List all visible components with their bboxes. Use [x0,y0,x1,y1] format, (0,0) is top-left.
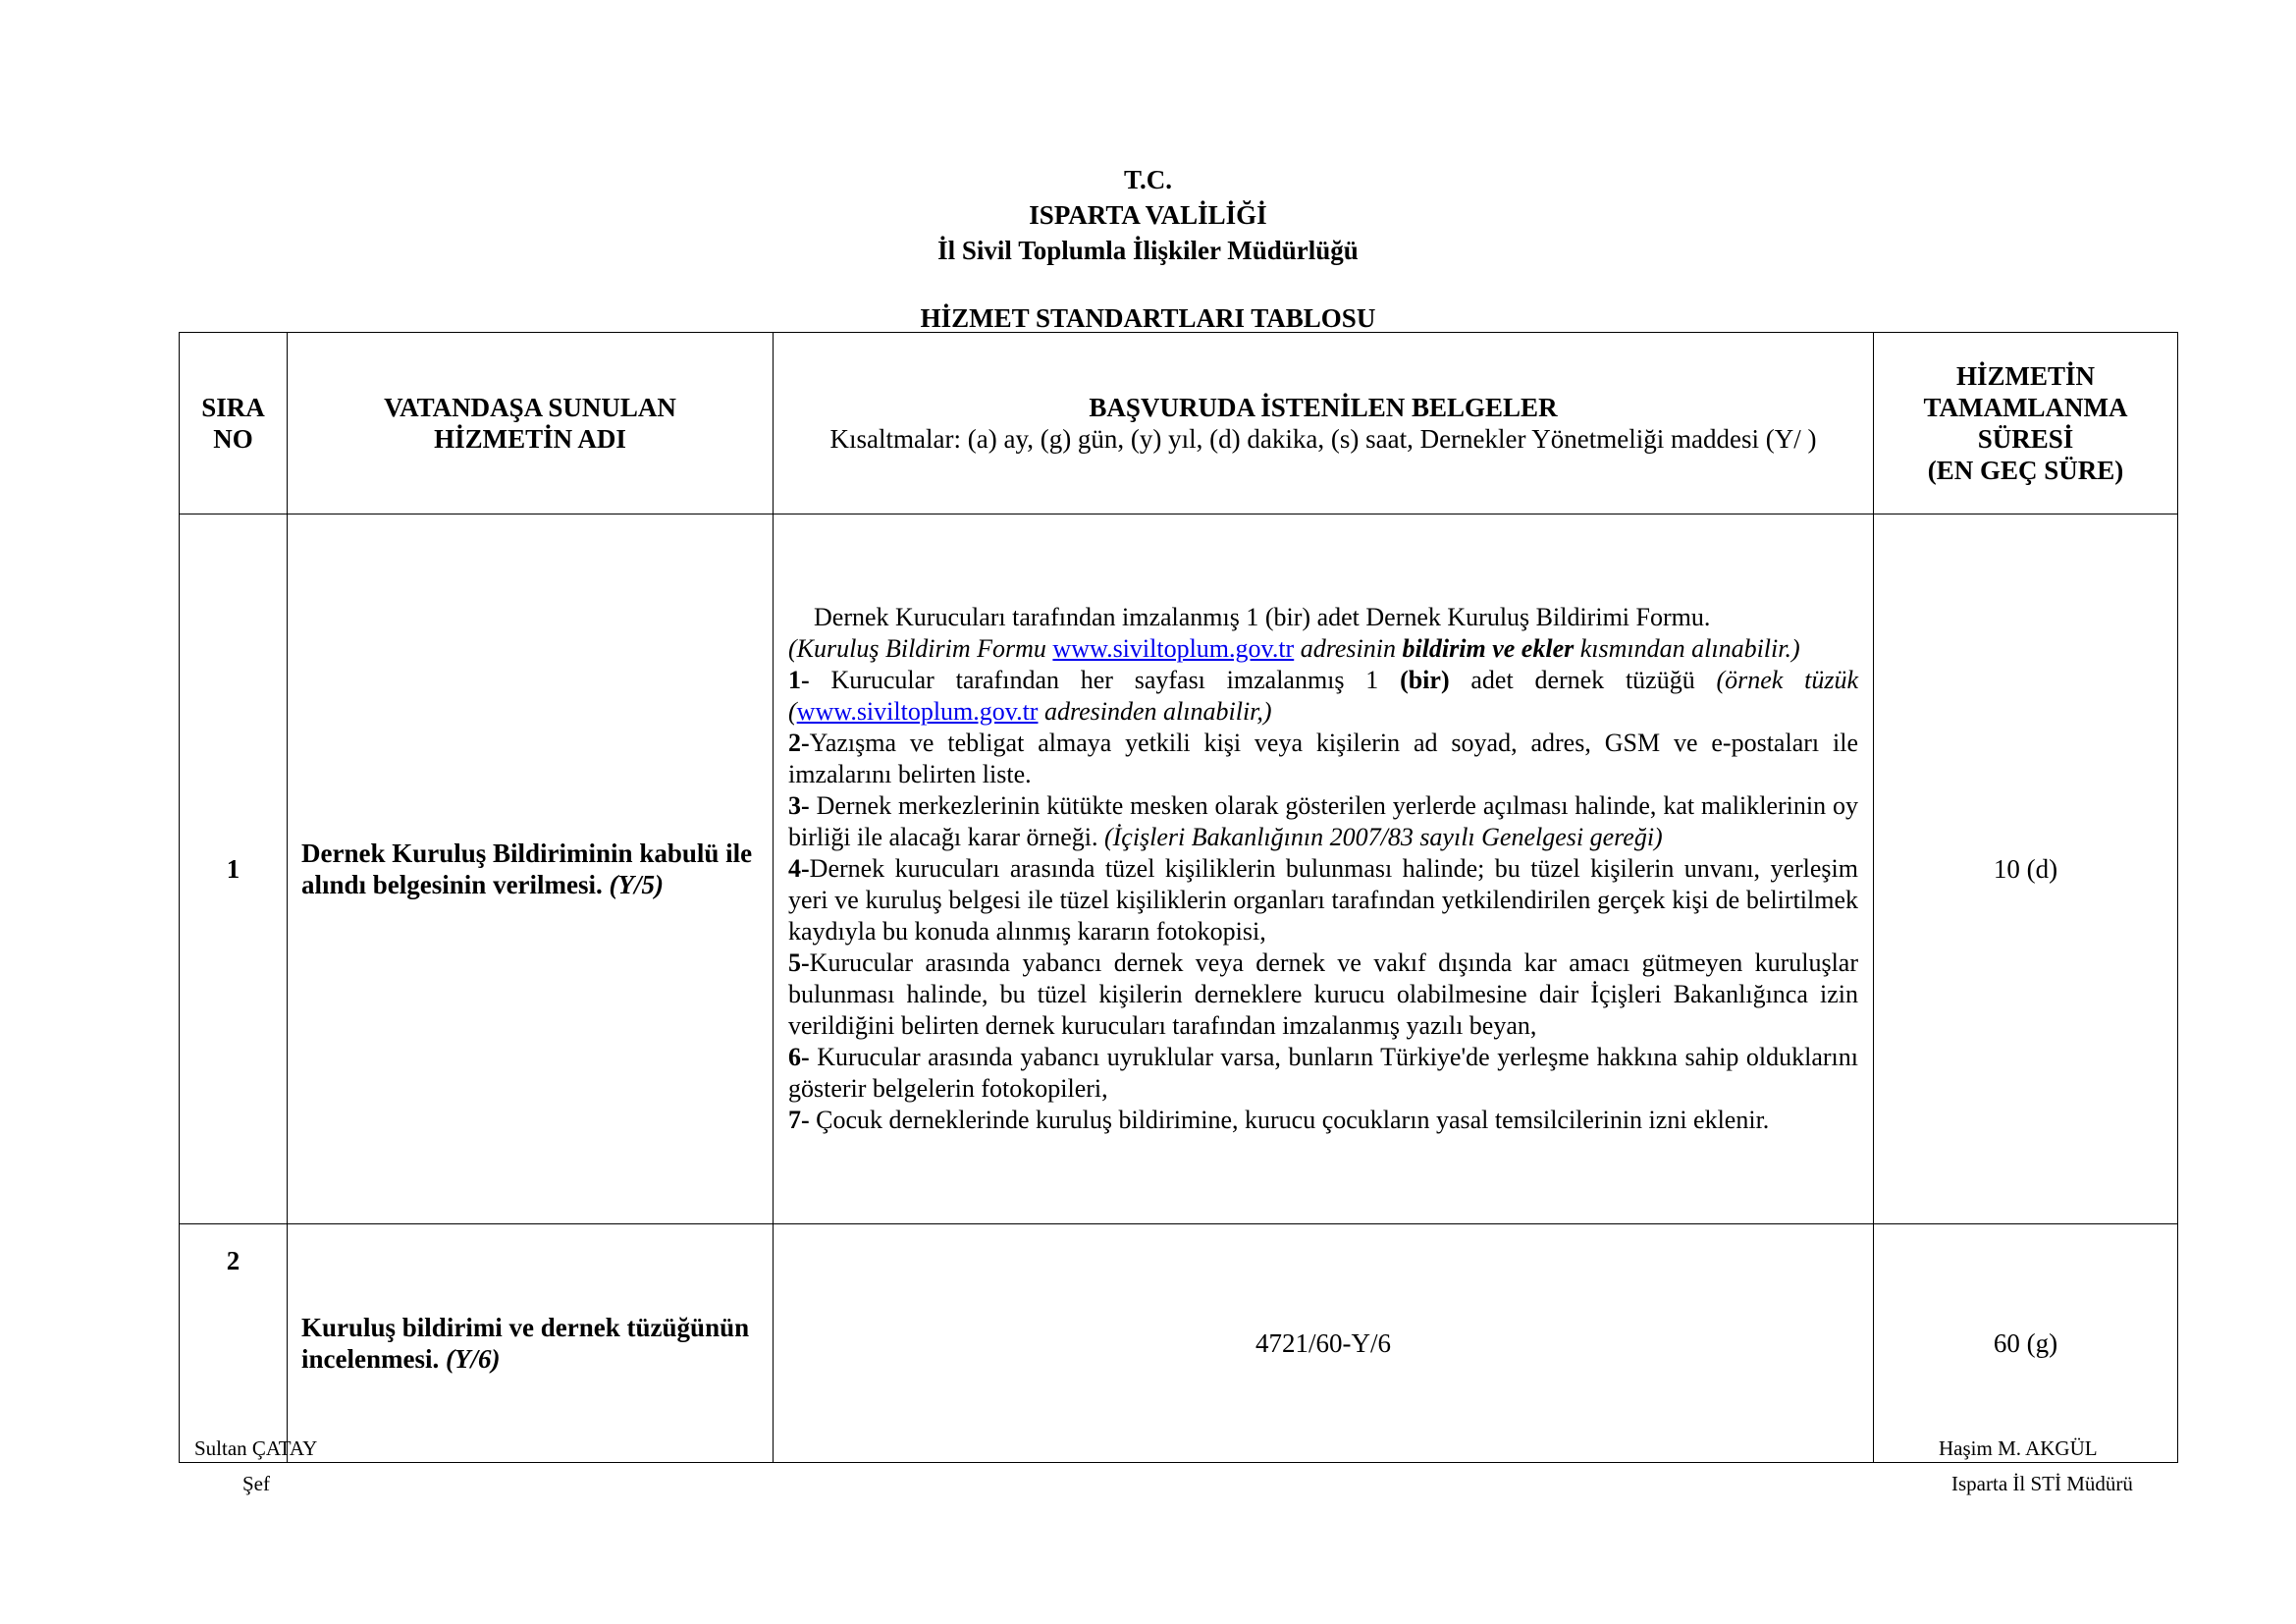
document-item: 5-Kurucular arasında yabancı dernek veya dernek ve vakıf dışında kar amacı gütmeyen kuruluşlar bulunması halinde, bu tüzel kişilerin derneklere kurucu olabilmesine dair İçişleri Bakanlığınca izin verildiğini belirten dernek kurucuları tarafından imzalanmış yazılı beyan, [788,948,1858,1040]
document-item: 1- Kurucular tarafından her sayfası imzalanmış 1 (bir) adet dernek tüzüğü (örnek tüzük (www.siviltoplum.gov.tr adresinden alınabilir,) [788,666,1858,726]
left-signatory-name: Sultan ÇATAY [194,1436,318,1460]
siviltoplum-link[interactable]: www.siviltoplum.gov.tr [796,697,1039,726]
service-name: Dernek Kuruluş Bildiriminin kabulü ile alındı belgesinin verilmesi. (Y/5) [288,514,774,1224]
required-documents: 4721/60-Y/6 [774,1224,1874,1463]
required-documents: Dernek Kurucuları tarafından imzalanmış 1 (bir) adet Dernek Kuruluş Bildirimi Formu. (Kuruluş Bildirim Formu www.siviltoplum.gov.tr adresinin bildirim ve ekler kısmından alınabilir.) 1- Kurucular tarafından her sayfası imzalanmış 1 (bir) adet dernek tüzüğü (örnek tüzük (www.siviltoplum.gov.tr adresinden alınabilir,) 2-Yazışma ve tebligat almaya yetkili kişi veya kişilerin ad soyad, adres, GSM ve e-postaları ile imzalarını belirten liste. 3- Dernek merkezlerinin kütükte mesken olarak gösterilen yerlerde açılması halinde, kat maliklerinin oy birliği ile alacağı karar örneği. (İçişleri Bakanlığının 2007/83 sayılı Genelgesi gereği) 4-Dernek kurucuları arasında tüzel kişiliklerin bulunması halinde; bu tüzel kişilerin unvanı, yerleşim yeri ve kuruluş belgesi ile tüzel kişiliklerin organları tarafından yetkilendirilen gerçek kişi de belirtilmek kaydıyla bu konuda alınmış kararın fotokopisi, 5-Kurucular arasında yabancı dernek veya dernek ve vakıf dışında kar amacı gütmeyen kuruluşlar bulunması halinde, bu tüzel kişilerin derneklere kurucu olabilmesine dair İçişleri Bakanlığınca izin verildiğini belirten dernek kurucuları tarafından imzalanmış yazılı beyan, 6- Kurucular arasında yabancı uyruklular varsa, bunların Türkiye'de yerleşme hakkına sahip olduklarını gösterir belgelerin fotokopileri, 7- Çocuk derneklerinde kuruluş bildirimine, kurucu çocukların yasal temsilcilerinin izni eklenir. [774,514,1874,1224]
regulation-ref: (Y/6) [445,1344,501,1374]
right-signatory-title: Isparta İl STİ Müdürü [1951,1472,2133,1495]
completion-time: 60 (g) [1874,1224,2178,1463]
table-row [180,1224,2178,1463]
document-item: 4-Dernek kurucuları arasında tüzel kişiliklerin bulunması halinde; bu tüzel kişilerin unvanı, yerleşim yeri ve kuruluş belgesi ile tüzel kişiliklerin organları tarafından yetkilendirilen gerçek kişi de belirtilmek kaydıyla bu konuda alınmış kararın fotokopisi, [788,854,1858,946]
regulation-ref: (Y/5) [609,870,665,899]
abbreviations-note: Kısaltmalar: (a) ay, (g) gün, (y) yıl, (d) dakika, (s) saat, Dernekler Yönetmeliği maddesi (Y/ ) [829,424,1817,454]
document-item: 6- Kurucular arasında yabancı uyruklular varsa, bunların Türkiye'de yerleşme hakkına sahip olduklarını gösterir belgelerin fotokopileri, [788,1043,1858,1103]
column-header-service: VATANDAŞA SUNULAN HİZMETİN ADI [288,333,774,514]
document-item: 7- Çocuk derneklerinde kuruluş bildirimine, kurucu çocukların yasal temsilcilerinin izni eklenir. [788,1106,1770,1134]
header-directorate: İl Sivil Toplumla İlişkiler Müdürlüğü [937,236,1359,265]
document-item: 2-Yazışma ve tebligat almaya yetkili kişi veya kişilerin ad soyad, adres, GSM ve e-postaları ile imzalarını belirten liste. [788,729,1858,788]
service-standards-table [179,332,2178,1463]
column-header-duration: HİZMETİN TAMAMLANMA SÜRESİ (EN GEÇ SÜRE) [1874,333,2178,514]
right-signatory-name: Haşim M. AKGÜL [1939,1436,2098,1460]
column-header-no: SIRA NO [180,333,288,514]
row-number: 1 [180,514,288,1224]
service-name: Kuruluş bildirimi ve dernek tüzüğünün incelenmesi. (Y/6) [288,1224,774,1463]
header-tc: T.C. [1123,165,1172,194]
table-header-row [180,333,2178,514]
document-item: 3- Dernek merkezlerinin kütükte mesken olarak gösterilen yerlerde açılması halinde, kat maliklerinin oy birliği ile alacağı karar örneği. (İçişleri Bakanlığının 2007/83 sayılı Genelgesi gereği) [788,791,1858,851]
table-row [180,514,2178,1224]
row-number: 2 [180,1224,288,1463]
left-signatory-title: Şef [242,1472,270,1495]
completion-time: 10 (d) [1874,514,2178,1224]
column-header-documents: BAŞVURUDA İSTENİLEN BELGELER Kısaltmalar: (a) ay, (g) gün, (y) yıl, (d) dakika, (s) saat, Dernekler Yönetmeliği maddesi (Y/ ) [774,333,1874,514]
siviltoplum-link[interactable]: www.siviltoplum.gov.tr [1052,634,1295,663]
header-governorship: ISPARTA VALİLİĞİ [1029,200,1267,230]
table-title: HİZMET STANDARTLARI TABLOSU [920,303,1376,333]
